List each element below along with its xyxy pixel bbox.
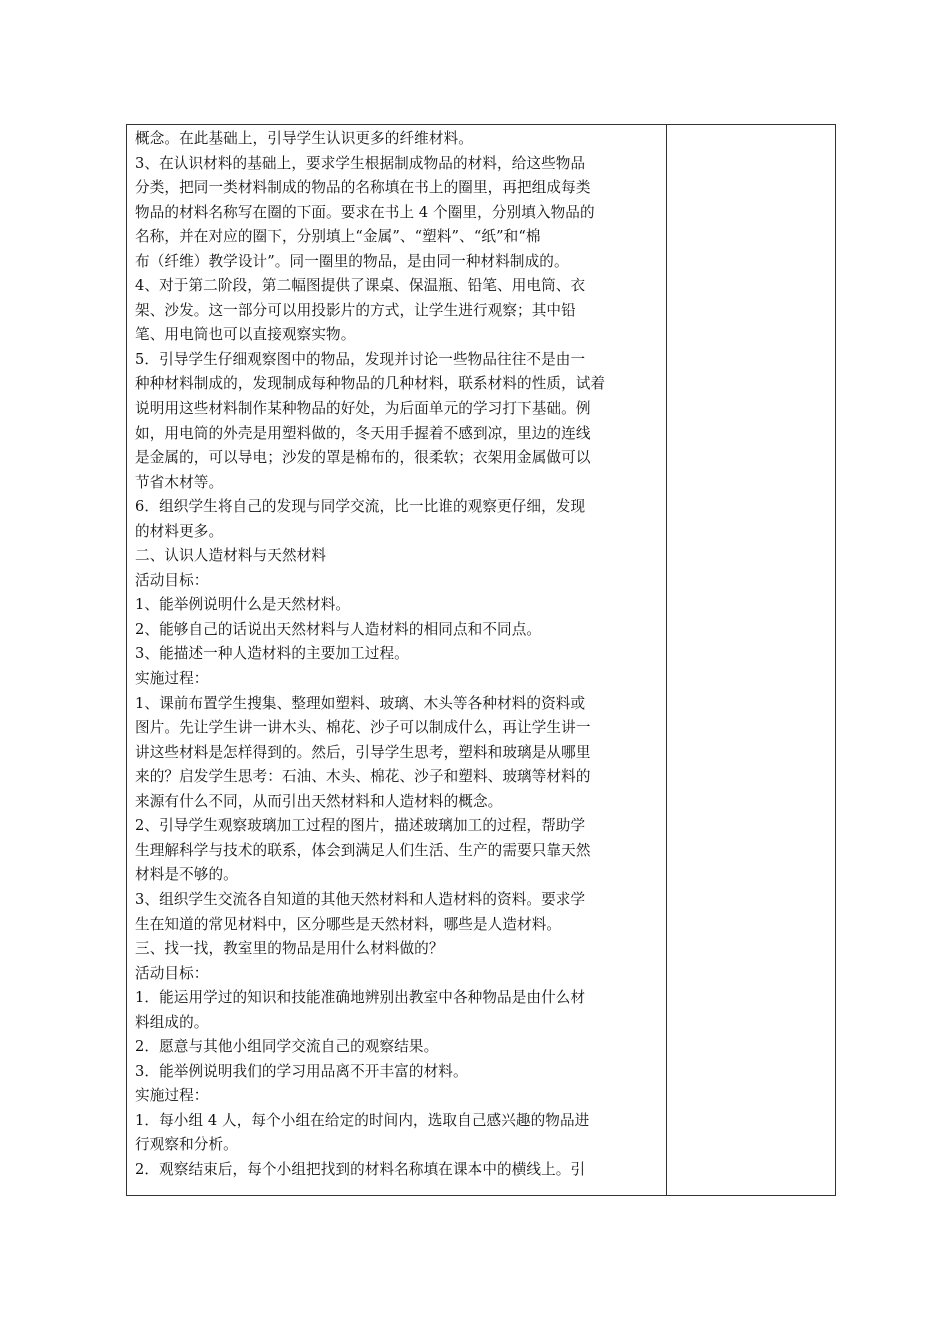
content-line: 2．观察结束后，每个小组把找到的材料名称填在课本中的横线上。引	[135, 1160, 586, 1178]
content-line: 2、引导学生观察玻璃加工过程的图片，描述玻璃加工的过程，帮助学	[135, 817, 586, 835]
content-line: 三、找一找，教室里的物品是用什么材料做的？	[135, 940, 444, 958]
lesson-content-cell	[127, 125, 667, 1195]
content-line: 1、能举例说明什么是天然材料。	[135, 596, 351, 614]
content-line: 二、认识人造材料与天然材料	[135, 547, 327, 565]
content-line: 实施过程：	[135, 670, 209, 688]
content-line: 2．愿意与其他小组同学交流自己的观察结果。	[135, 1038, 439, 1056]
content-line: 5．引导学生仔细观察图中的物品，发现并讨论一些物品往往不是由一	[135, 350, 586, 368]
content-line: 6．组织学生将自己的发现与同学交流，比一比谁的观察更仔细，发现	[135, 498, 586, 516]
content-line: 的材料更多。	[135, 522, 224, 540]
content-line: 布（纤维）教学设计”。同一圈里的物品，是由同一种材料制成的。	[135, 252, 569, 270]
content-line: 实施过程：	[135, 1087, 209, 1105]
content-line: 3、能描述一种人造材料的主要加工过程。	[135, 645, 409, 663]
content-line: 概念。在此基础上，引导学生认识更多的纤维材料。	[135, 130, 473, 147]
notes-cell	[667, 125, 835, 1195]
content-line: 说明用这些材料制作某种物品的好处，为后面单元的学习打下基础。例	[135, 400, 591, 418]
content-line: 行观察和分析。	[135, 1136, 238, 1154]
content-line: 材料是不够的。	[135, 866, 238, 884]
content-line: 生理解科学与技术的联系，体会到满足人们生活、生产的需要只靠天然	[135, 841, 591, 859]
content-line: 来源有什么不同，从而引出天然材料和人造材料的概念。	[135, 792, 503, 810]
content-line: 1．每小组 4 人，每个小组在给定的时间内，选取自己感兴趣的物品进	[135, 1111, 590, 1129]
content-line: 讲这些材料是怎样得到的。然后，引导学生思考，塑料和玻璃是从哪里	[135, 743, 591, 761]
content-line: 1、课前布置学生搜集、整理如塑料、玻璃、木头等各种材料的资料或	[135, 694, 586, 712]
content-line: 3、在认识材料的基础上，要求学生根据制成物品的材料，给这些物品	[135, 154, 586, 172]
content-line: 如，用电筒的外壳是用塑料做的，冬天用手握着不感到凉，里边的连线	[135, 424, 591, 442]
content-line: 4、对于第二阶段，第二幅图提供了课桌、保温瓶、铅笔、用电筒、衣	[135, 277, 586, 295]
content-line: 图片。先让学生讲一讲木头、棉花、沙子可以制成什么，再让学生讲一	[135, 719, 591, 737]
content-line: 物品的材料名称写在圈的下面。要求在书上 4 个圈里，分别填入物品的	[135, 203, 595, 221]
content-line: 生在知道的常见材料中，区分哪些是天然材料，哪些是人造材料。	[135, 915, 562, 933]
content-line: 活动目标：	[135, 571, 209, 589]
content-line: 是金属的，可以导电；沙发的罩是棉布的，很柔软；衣架用金属做可以	[135, 449, 591, 467]
content-line: 活动目标：	[135, 964, 209, 982]
content-line: 分类，把同一类材料制成的物品的名称填在书上的圈里，再把组成每类	[135, 179, 591, 197]
content-line: 名称，并在对应的圈下，分别填上“金属”、“塑料”、“纸”和“棉	[135, 228, 541, 246]
content-line: 3、组织学生交流各自知道的其他天然材料和人造材料的资料。要求学	[135, 890, 586, 908]
content-line: 架、沙发。这一部分可以用投影片的方式，让学生进行观察；其中铅	[135, 301, 576, 319]
content-line: 来的？启发学生思考：石油、木头、棉花、沙子和塑料、玻璃等材料的	[135, 768, 591, 786]
content-line: 3．能举例说明我们的学习用品离不开丰富的材料。	[135, 1062, 468, 1080]
lesson-plan-table	[126, 124, 836, 1196]
content-line: 1．能运用学过的知识和技能准确地辨别出教室中各种物品是由什么材	[135, 989, 586, 1007]
content-line: 节省木材等。	[135, 473, 224, 491]
content-line: 2、能够自己的话说出天然材料与人造材料的相同点和不同点。	[135, 620, 542, 638]
content-line: 种种材料制成的，发现制成每种物品的几种材料，联系材料的性质，试着	[135, 375, 606, 393]
content-line: 料组成的。	[135, 1013, 209, 1031]
content-line: 笔、用电筒也可以直接观察实物。	[135, 326, 356, 344]
